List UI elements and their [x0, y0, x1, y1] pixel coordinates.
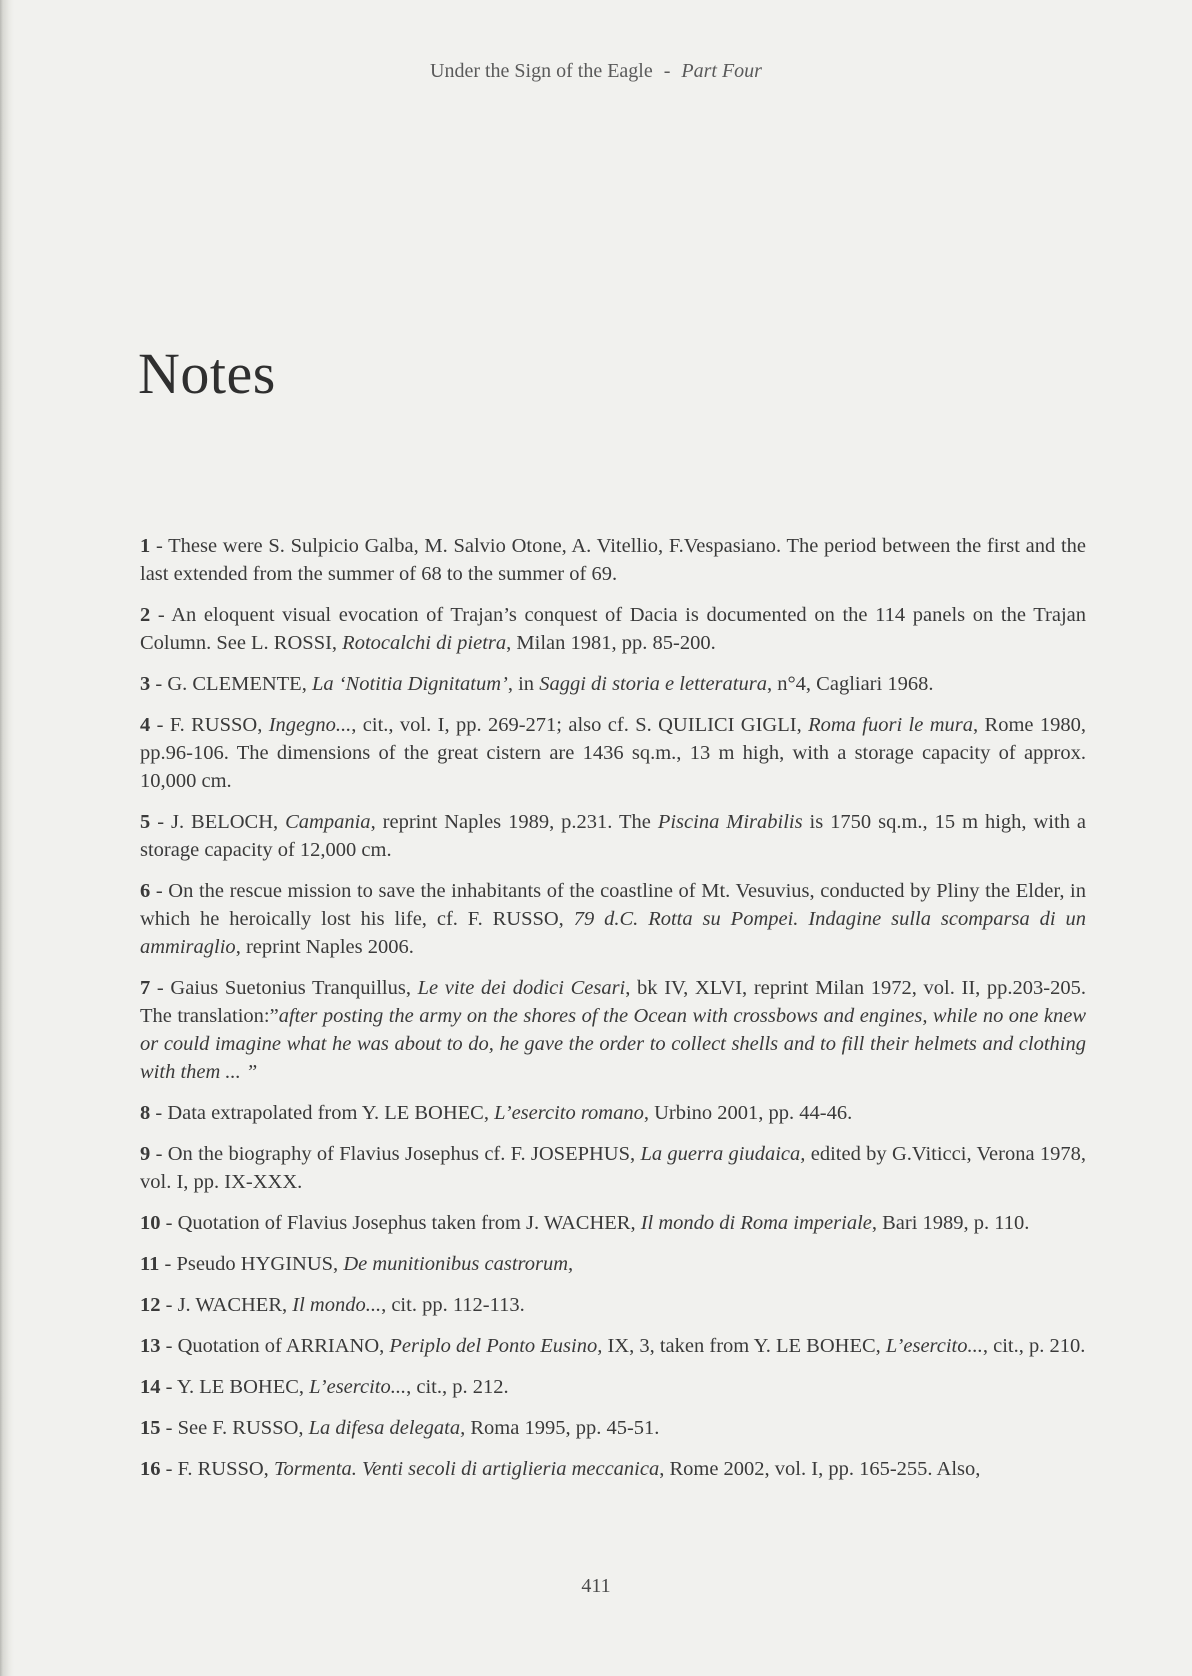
- header-separator: -: [663, 60, 671, 82]
- note-italic-text: Le vite dei dodici Cesari: [417, 977, 626, 999]
- note-item: 3 - G. CLEMENTE, La ‘Notitia Dignitatum’, in Saggi di storia e letteratura, n°4, Cagliari 1968.: [140, 673, 934, 695]
- note-item: 16 - F. RUSSO, Tormenta. Venti secoli di artiglieria meccanica, Rome 2002, vol. I, pp. 165-255. Also,: [140, 1458, 981, 1480]
- note-item: 13 - Quotation of ARRIANO, Periplo del Ponto Eusino, IX, 3, taken from Y. LE BOHEC, L’esercito..., cit., p. 210.: [140, 1335, 1086, 1357]
- note-text: Pseudo HYGINUS,: [176, 1253, 344, 1275]
- note-italic-text: Ingegno...: [268, 714, 352, 736]
- note-text: These were S. Sulpicio Galba, M. Salvio Otone, A. Vitellio, F.Vespasiano. The period between the first and the last extended from the summer of 68 to the summer of 69.: [140, 535, 1086, 585]
- note-item: 5 - J. BELOCH, Campania, reprint Naples 1989, p.231. The Piscina Mirabilis is 1750 sq.m., 15 m high, with a storage capacity of 12,000 cm.: [140, 811, 1086, 861]
- note-item: 4 - F. RUSSO, Ingegno..., cit., vol. I, pp. 269-271; also cf. S. QUILICI GIGLI, Roma fuori le mura, Rome 1980, pp.96-106. The dimensions of the great cistern are 1436 sq.m., 13 m high, with a storage capacity of approx. 10,000 cm.: [140, 714, 1087, 792]
- note-item: 10 - Quotation of Flavius Josephus taken from J. WACHER, Il mondo di Roma imperiale, Bari 1989, p. 110.: [140, 1212, 1030, 1234]
- note-number: 5: [140, 811, 151, 833]
- note-number: 11: [140, 1253, 160, 1275]
- note-text: On the biography of Flavius Josephus cf. F. JOSEPHUS,: [167, 1143, 641, 1165]
- note-text: J. BELOCH,: [170, 811, 286, 833]
- note-italic-text: Il mondo di Roma imperiale: [640, 1212, 872, 1234]
- note-text: Quotation of Flavius Josephus taken from J. WACHER,: [177, 1212, 641, 1234]
- note-number: 15: [140, 1417, 161, 1439]
- note-text: On the rescue mission to save the inhabitants of the coastline of Mt. Vesuvius, conducted by Pliny the Elder, in which he heroically lost his life, cf. F. RUSSO,: [140, 880, 1087, 930]
- part-label: Part Four: [681, 60, 762, 82]
- notes-list: [140, 532, 1086, 1496]
- note-text: G. CLEMENTE,: [167, 673, 312, 695]
- note-italic-text: Piscina Mirabilis: [657, 811, 803, 833]
- note-item: 11 - Pseudo HYGINUS, De munitionibus castrorum,: [140, 1253, 574, 1275]
- note-text: , Milan 1981, pp. 85-200.: [506, 632, 716, 654]
- note-text: , in: [507, 673, 540, 695]
- note-number: 13: [140, 1335, 161, 1357]
- note-italic-text: Saggi di storia e letteratura: [539, 673, 767, 695]
- note-italic-text: Periplo del Ponto Eusino,: [389, 1335, 603, 1357]
- note-number: 3: [140, 673, 151, 695]
- running-header: [0, 60, 1192, 83]
- note-text: , Urbino 2001, pp. 44-46.: [643, 1102, 853, 1124]
- note-text: , reprint Naples 1989, p.231. The: [370, 811, 658, 833]
- note-italic-text: La guerra giudaica,: [640, 1143, 806, 1165]
- note-item: 15 - See F. RUSSO, La difesa delegata, Roma 1995, pp. 45-51.: [140, 1417, 660, 1439]
- note-italic-text: Campania: [285, 811, 371, 833]
- note-text: Gaius Suetonius Tranquillus,: [170, 977, 418, 999]
- note-text: Y. LE BOHEC,: [176, 1376, 310, 1398]
- note-item: 6 - On the rescue mission to save the inhabitants of the coastline of Mt. Vesuvius, conducted by Pliny the Elder, in which he heroically lost his life, cf. F. RUSSO, 79 d.C. Rotta su Pompei. Indagine sulla scomparsa di un ammiraglio, reprint Naples 2006.: [140, 880, 1087, 958]
- note-text: , bk IV, XLVI, reprint Milan 1972, vol. II, pp.203-205. The translation:”: [140, 977, 1086, 1027]
- note-item: 12 - J. WACHER, Il mondo..., cit. pp. 112-113.: [140, 1294, 525, 1316]
- note-italic-text: L’esercito romano: [494, 1102, 644, 1124]
- note-number: 1: [140, 535, 151, 557]
- note-item: 1 - These were S. Sulpicio Galba, M. Salvio Otone, A. Vitellio, F.Vespasiano. The period between the first and the last extended from the summer of 68 to the summer of 69.: [140, 535, 1086, 585]
- note-number: 12: [140, 1294, 161, 1316]
- note-text: See F. RUSSO,: [177, 1417, 309, 1439]
- note-text: edited by G.Viticci, Verona 1978, vol. I, pp. IX-XXX.: [140, 1143, 1087, 1193]
- section-title: Notes: [138, 341, 276, 406]
- note-text: An eloquent visual evocation of Trajan’s conquest of Dacia is documented on the 114 panels on the Trajan Column. See L. ROSSI,: [140, 604, 1087, 654]
- note-italic-text: 79 d.C. Rotta su Pompei. Indagine sulla scomparsa di un ammiraglio: [140, 908, 1086, 958]
- note-italic-text: Roma fuori le mura: [808, 714, 974, 736]
- note-number: 4: [140, 714, 151, 736]
- page-number: 411: [581, 1575, 611, 1597]
- note-text: , Bari 1989, p. 110.: [871, 1212, 1030, 1234]
- page-edge-shadow: [0, 0, 14, 1676]
- note-text: IX, 3, taken from Y. LE BOHEC,: [602, 1335, 886, 1357]
- note-text: , cit., p. 212.: [406, 1376, 509, 1398]
- note-text: F. RUSSO,: [169, 714, 269, 736]
- note-number: 7: [140, 977, 151, 999]
- note-text: is 1750 sq.m., 15 m high, with a storage capacity of 12,000 cm.: [140, 811, 1086, 861]
- note-number: 6: [140, 880, 151, 902]
- note-italic-text: Tormenta. Venti secoli di artiglieria meccanica: [273, 1458, 660, 1480]
- note-item: 8 - Data extrapolated from Y. LE BOHEC, L’esercito romano, Urbino 2001, pp. 44-46.: [140, 1102, 853, 1124]
- note-number: 10: [140, 1212, 161, 1234]
- note-item: 14 - Y. LE BOHEC, L’esercito..., cit., p. 212.: [140, 1376, 509, 1398]
- note-text: J. WACHER,: [177, 1294, 293, 1316]
- note-italic-text: La ‘Notitia Dignitatum’: [311, 673, 508, 695]
- note-number: 14: [140, 1376, 161, 1398]
- note-number: 8: [140, 1102, 151, 1124]
- note-text: Data extrapolated from Y. LE BOHEC,: [167, 1102, 495, 1124]
- note-item: 9 - On the biography of Flavius Josephus cf. F. JOSEPHUS, La guerra giudaica, edited by G.Viticci, Verona 1978, vol. I, pp. IX-XXX.: [140, 1143, 1087, 1193]
- note-italic-text: De munitionibus castrorum,: [343, 1253, 574, 1275]
- note-text: , n°4, Cagliari 1968.: [766, 673, 934, 695]
- note-item: 2 - An eloquent visual evocation of Trajan’s conquest of Dacia is documented on the 114 panels on the Trajan Column. See L. ROSSI, Rotocalchi di pietra, Milan 1981, pp. 85-200.: [140, 604, 1087, 654]
- note-text: Roma 1995, pp. 45-51.: [465, 1417, 660, 1439]
- book-title: Under the Sign of the Eagle: [430, 60, 653, 82]
- note-italic-text: after posting the army on the shores of the Ocean with crossbows and engines, while no one knew or could imagine what he was about to do, he gave the order to collect shells and to fill their helmets and clothing with them ... ”: [140, 1005, 1087, 1083]
- note-text: , reprint Naples 2006.: [235, 936, 414, 958]
- note-text: , Rome 2002, vol. I, pp. 165-255. Also,: [659, 1458, 981, 1480]
- note-number: 2: [140, 604, 151, 626]
- note-number: 16: [140, 1458, 161, 1480]
- note-italic-text: Il mondo...: [292, 1294, 382, 1316]
- note-text: , cit., p. 210.: [982, 1335, 1086, 1357]
- note-italic-text: Rotocalchi di pietra: [342, 632, 507, 654]
- note-number: 9: [140, 1143, 151, 1165]
- note-text: F. RUSSO,: [177, 1458, 274, 1480]
- note-item: 7 - Gaius Suetonius Tranquillus, Le vite dei dodici Cesari, bk IV, XLVI, reprint Milan 1972, vol. II, pp.203-205. The translation:”after posting the army on the shores of the Ocean with crossbows and engines, while no one knew or could imagine what he was about to do, he gave the order to collect shells and to fill their helmets and clothing with them ... ”: [140, 977, 1087, 1083]
- note-text: , cit. pp. 112-113.: [381, 1294, 525, 1316]
- note-italic-text: La difesa delegata,: [308, 1417, 466, 1439]
- note-text: Quotation of ARRIANO,: [177, 1335, 390, 1357]
- note-text: , Rome 1980, pp.96-106. The dimensions of the great cistern are 1436 sq.m., 13 m high, with a storage capacity of approx. 10,000 cm.: [140, 714, 1087, 792]
- note-italic-text: L’esercito...: [309, 1376, 407, 1398]
- note-italic-text: L’esercito...: [885, 1335, 983, 1357]
- note-text: , cit., vol. I, pp. 269-271; also cf. S. QUILICI GIGLI,: [351, 714, 809, 736]
